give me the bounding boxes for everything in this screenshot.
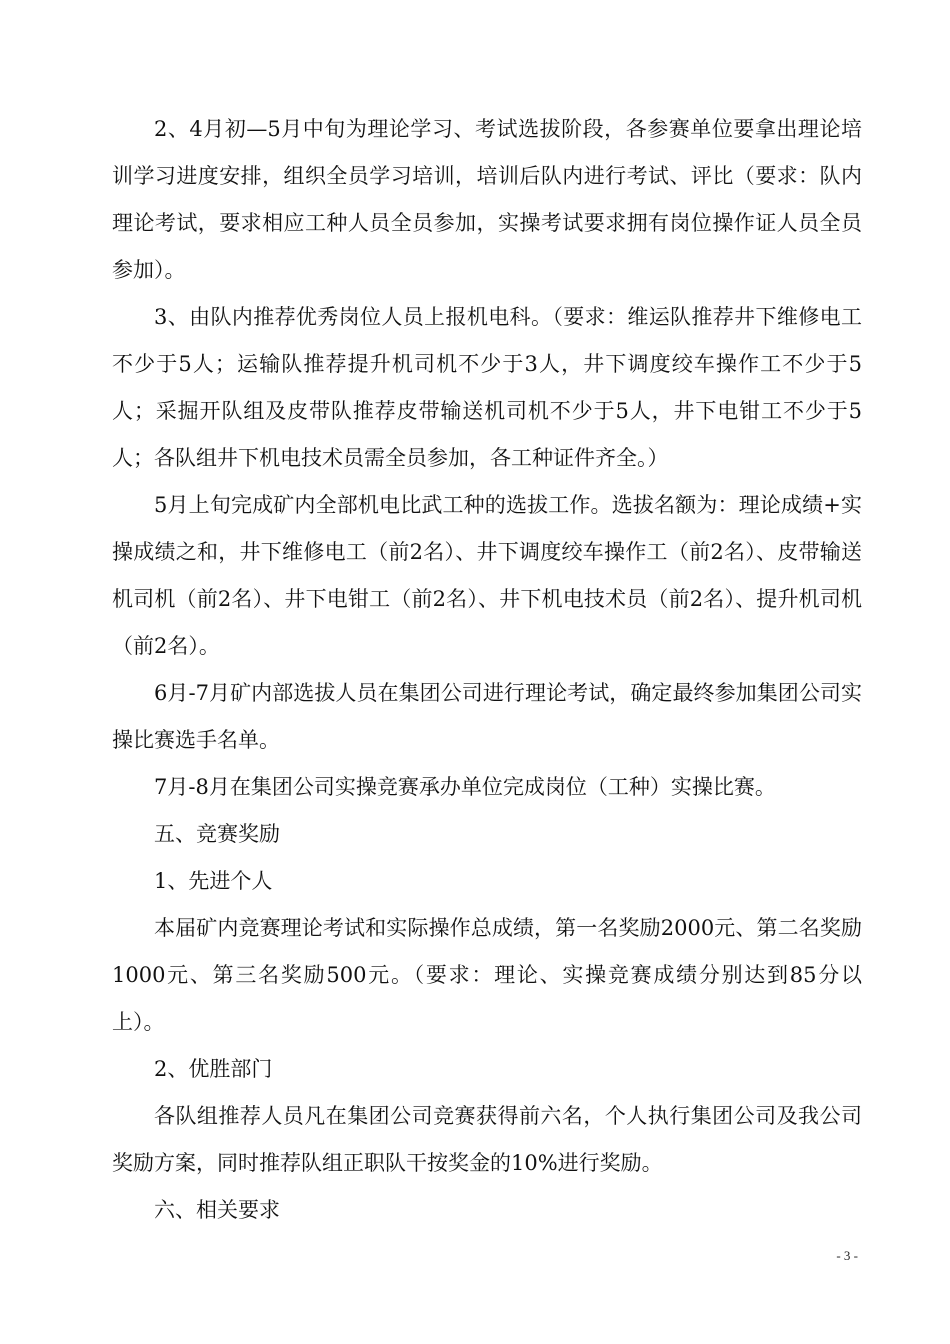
paragraph-individual-rewards: 本届矿内竞赛理论考试和实际操作总成绩，第一名奖励2000元、第二名奖励1000元、第三名奖励500元。（要求：理论、实操竞赛成绩分别达到85分以上）。 (112, 916, 862, 1034)
document-body (112, 106, 862, 1234)
subheading-individual: 1、先进个人 (154, 869, 273, 893)
paragraph-may-selection: 5月上旬完成矿内全部机电比武工种的选拔工作。选拔名额为：理论成绩+实操成绩之和，井下维修电工（前2名）、井下调度绞车操作工（前2名）、皮带输送机司机（前2名）、井下电钳工（前2名）、井下机电技术员（前2名）、提升机司机（前2名）。 (112, 493, 862, 658)
page-number: - 3 - (836, 1248, 858, 1263)
section-heading-rewards: 五、竞赛奖励 (154, 822, 280, 846)
paragraph-stage-3: 3、由队内推荐优秀岗位人员上报机电科。（要求：维运队推荐井下维修电工不少于5人；运输队推荐提升机司机不少于3人，井下调度绞车操作工不少于5人；采掘开队组及皮带队推荐皮带输送机司机不少于5人，井下电钳工不少于5人；各队组井下机电技术员需全员参加，各工种证件齐全。） (112, 305, 862, 470)
subheading-department: 2、优胜部门 (154, 1057, 273, 1081)
section-heading-requirements: 六、相关要求 (154, 1198, 280, 1222)
paragraph-july-august: 7月-8月在集团公司实操竞赛承办单位完成岗位（工种）实操比赛。 (154, 775, 776, 799)
paragraph-stage-2: 2、4月初—5月中旬为理论学习、考试选拔阶段，各参赛单位要拿出理论培训学习进度安排，组织全员学习培训，培训后队内进行考试、评比（要求：队内理论考试，要求相应工种人员全员参加，实操考试要求拥有岗位操作证人员全员参加）。 (112, 117, 862, 282)
paragraph-department-rewards: 各队组推荐人员凡在集团公司竞赛获得前六名，个人执行集团公司及我公司奖励方案，同时推荐队组正职队干按奖金的10%进行奖励。 (112, 1104, 862, 1175)
paragraph-june-july: 6月-7月矿内部选拔人员在集团公司进行理论考试，确定最终参加集团公司实操比赛选手名单。 (112, 681, 862, 752)
